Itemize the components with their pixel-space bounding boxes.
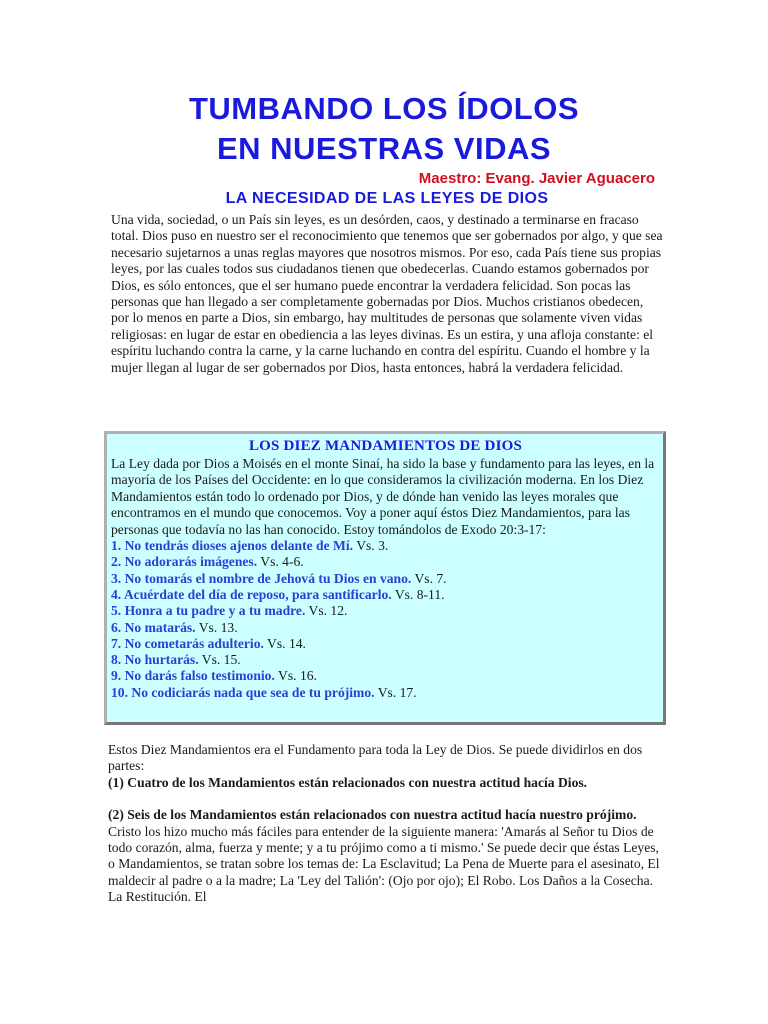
commandment-ref: Vs. 7. [411,570,447,586]
part-two: (2) Seis de los Mandamientos están relacionados con nuestra actitud hacía nuestro prójimo. [108,807,637,823]
author-line: Maestro: Evang. Javier Aguacero [418,170,655,187]
commandments-title: LOS DIEZ MANDAMIENTOS DE DIOS [248,438,523,454]
commandment-ref: Vs. 14. [263,635,306,651]
commandment-item [111,620,660,636]
commandment-ref: Vs. 16. [274,668,317,684]
commandment-ref: Vs. 3. [353,538,389,554]
commandment-text: 4. Acuérdate del día de reposo, para santificarlo. [111,586,392,602]
commandment-text: 9. No darás falso testimonio. [111,668,275,684]
commandment-item [111,587,660,603]
commandment-item [111,554,660,570]
commandment-ref: Vs. 12. [305,603,348,619]
commandment-text: 8. No hurtarás. [111,652,199,668]
commandments-list [111,538,660,701]
after-intro: Estos Diez Mandamientos era el Fundamento para toda la Ley de Dios. Se puede dividirlos en dos partes: [108,742,643,774]
commandment-text: 5. Honra a tu padre y a tu madre. [111,603,306,619]
commandment-item [111,538,660,554]
commandment-item [111,652,660,668]
commandment-text: 1. No tendrás dioses ajenos delante de Mí. [111,538,354,554]
commandment-item [111,685,660,701]
commandment-item [111,668,660,684]
title-line-2: EN NUESTRAS VIDAS [216,131,552,166]
commandment-ref: Vs. 17. [374,684,417,700]
commandment-text: 2. No adorarás imágenes. [111,554,258,570]
title-line-1: TUMBANDO LOS ÍDOLOS [188,91,580,126]
closing-paragraph: Cristo los hizo mucho más fáciles para entender de la siguiente manera: 'Amarás al Señor tu Dios de todo corazón, alma, fuerza y mente; y a tu prójimo como a ti mismo.' Se puede decir que éstas Leyes, o Mandamientos, se tratan sobre los temas de: La Esclavitud; La Pena de Muerte para el asesinato, El maldecir al padre o a la madre; La 'Ley del Talión': (Ojo por ojo); El Robo. Los Daños a la Cosecha. La Restitución. El [108,823,660,905]
commandment-item [111,603,660,619]
intro-paragraph: Una vida, sociedad, o un País sin leyes, es un desórden, caos, y destinado a terminarse en fracaso total. Dios puso en nuestro ser el reconocimiento que tenemos que ser gobernados por algo, y que sea necesario sujetarnos a unas reglas mayores que nosotros mismos. Por eso, cada País tiene sus propias leyes, por las cuales todos sus ciudadanos tienen que obedecerlas. Cuando estamos gobernados por Dios, es sólo entonces, que el ser humano puede encontrar la verdadera felicidad. Son pocas las personas que han llegado a ser completamente gobernadas por Dios. Muchos cristianos obedecen, por lo menos en parte a Dios, sin embargo, hay multitudes de personas que solamente viven vidas religiosas: en lugar de estar en obediencia a las leyes divinas. Es un estira, y una afloja constante: el espíritu luchando contra la carne, y la carne luchando en contra del espíritu. Cuando el hombre y la mujer llegan al lugar de ser gobernados por Dios, hasta entonces, habrá la verdadera felicidad. [111,212,663,375]
commandment-text: 10. No codiciarás nada que sea de tu prójimo. [111,684,375,700]
after-section [108,742,668,906]
commandments-box [104,431,666,725]
commandment-ref: Vs. 13. [195,619,238,635]
commandment-text: 7. No cometarás adulterio. [111,635,264,651]
commandment-item [111,636,660,652]
commandment-ref: Vs. 8-11. [391,586,445,602]
commandment-text: 3. No tomarás el nombre de Jehová tu Dios en vano. [111,570,412,586]
commandment-text: 6. No matarás. [111,619,196,635]
commandment-ref: Vs. 4-6. [257,554,304,570]
commandments-intro: La Ley dada por Dios a Moisés en el monte Sinaí, ha sido la base y fundamento para las leyes, en la mayoría de los Países del Occidente: en lo que consideramos la civilización moderna. En los Diez Mandamientos están todo lo ordenado por Dios, y de dónde han venido las leyes morales que encontramos en el mundo que conocemos. Voy a poner aquí éstos Diez Mandamientos, para las personas que todavía no las han conocido. Estoy tomándolos de Exodo 20:3-17: [111,456,655,537]
commandment-item [111,571,660,587]
section-subtitle: LA NECESIDAD DE LAS LEYES DE DIOS [225,190,549,207]
spacer [108,791,668,807]
commandment-ref: Vs. 15. [198,652,241,668]
part-one: (1) Cuatro de los Mandamientos están relacionados con nuestra actitud hacía Dios. [108,774,588,790]
